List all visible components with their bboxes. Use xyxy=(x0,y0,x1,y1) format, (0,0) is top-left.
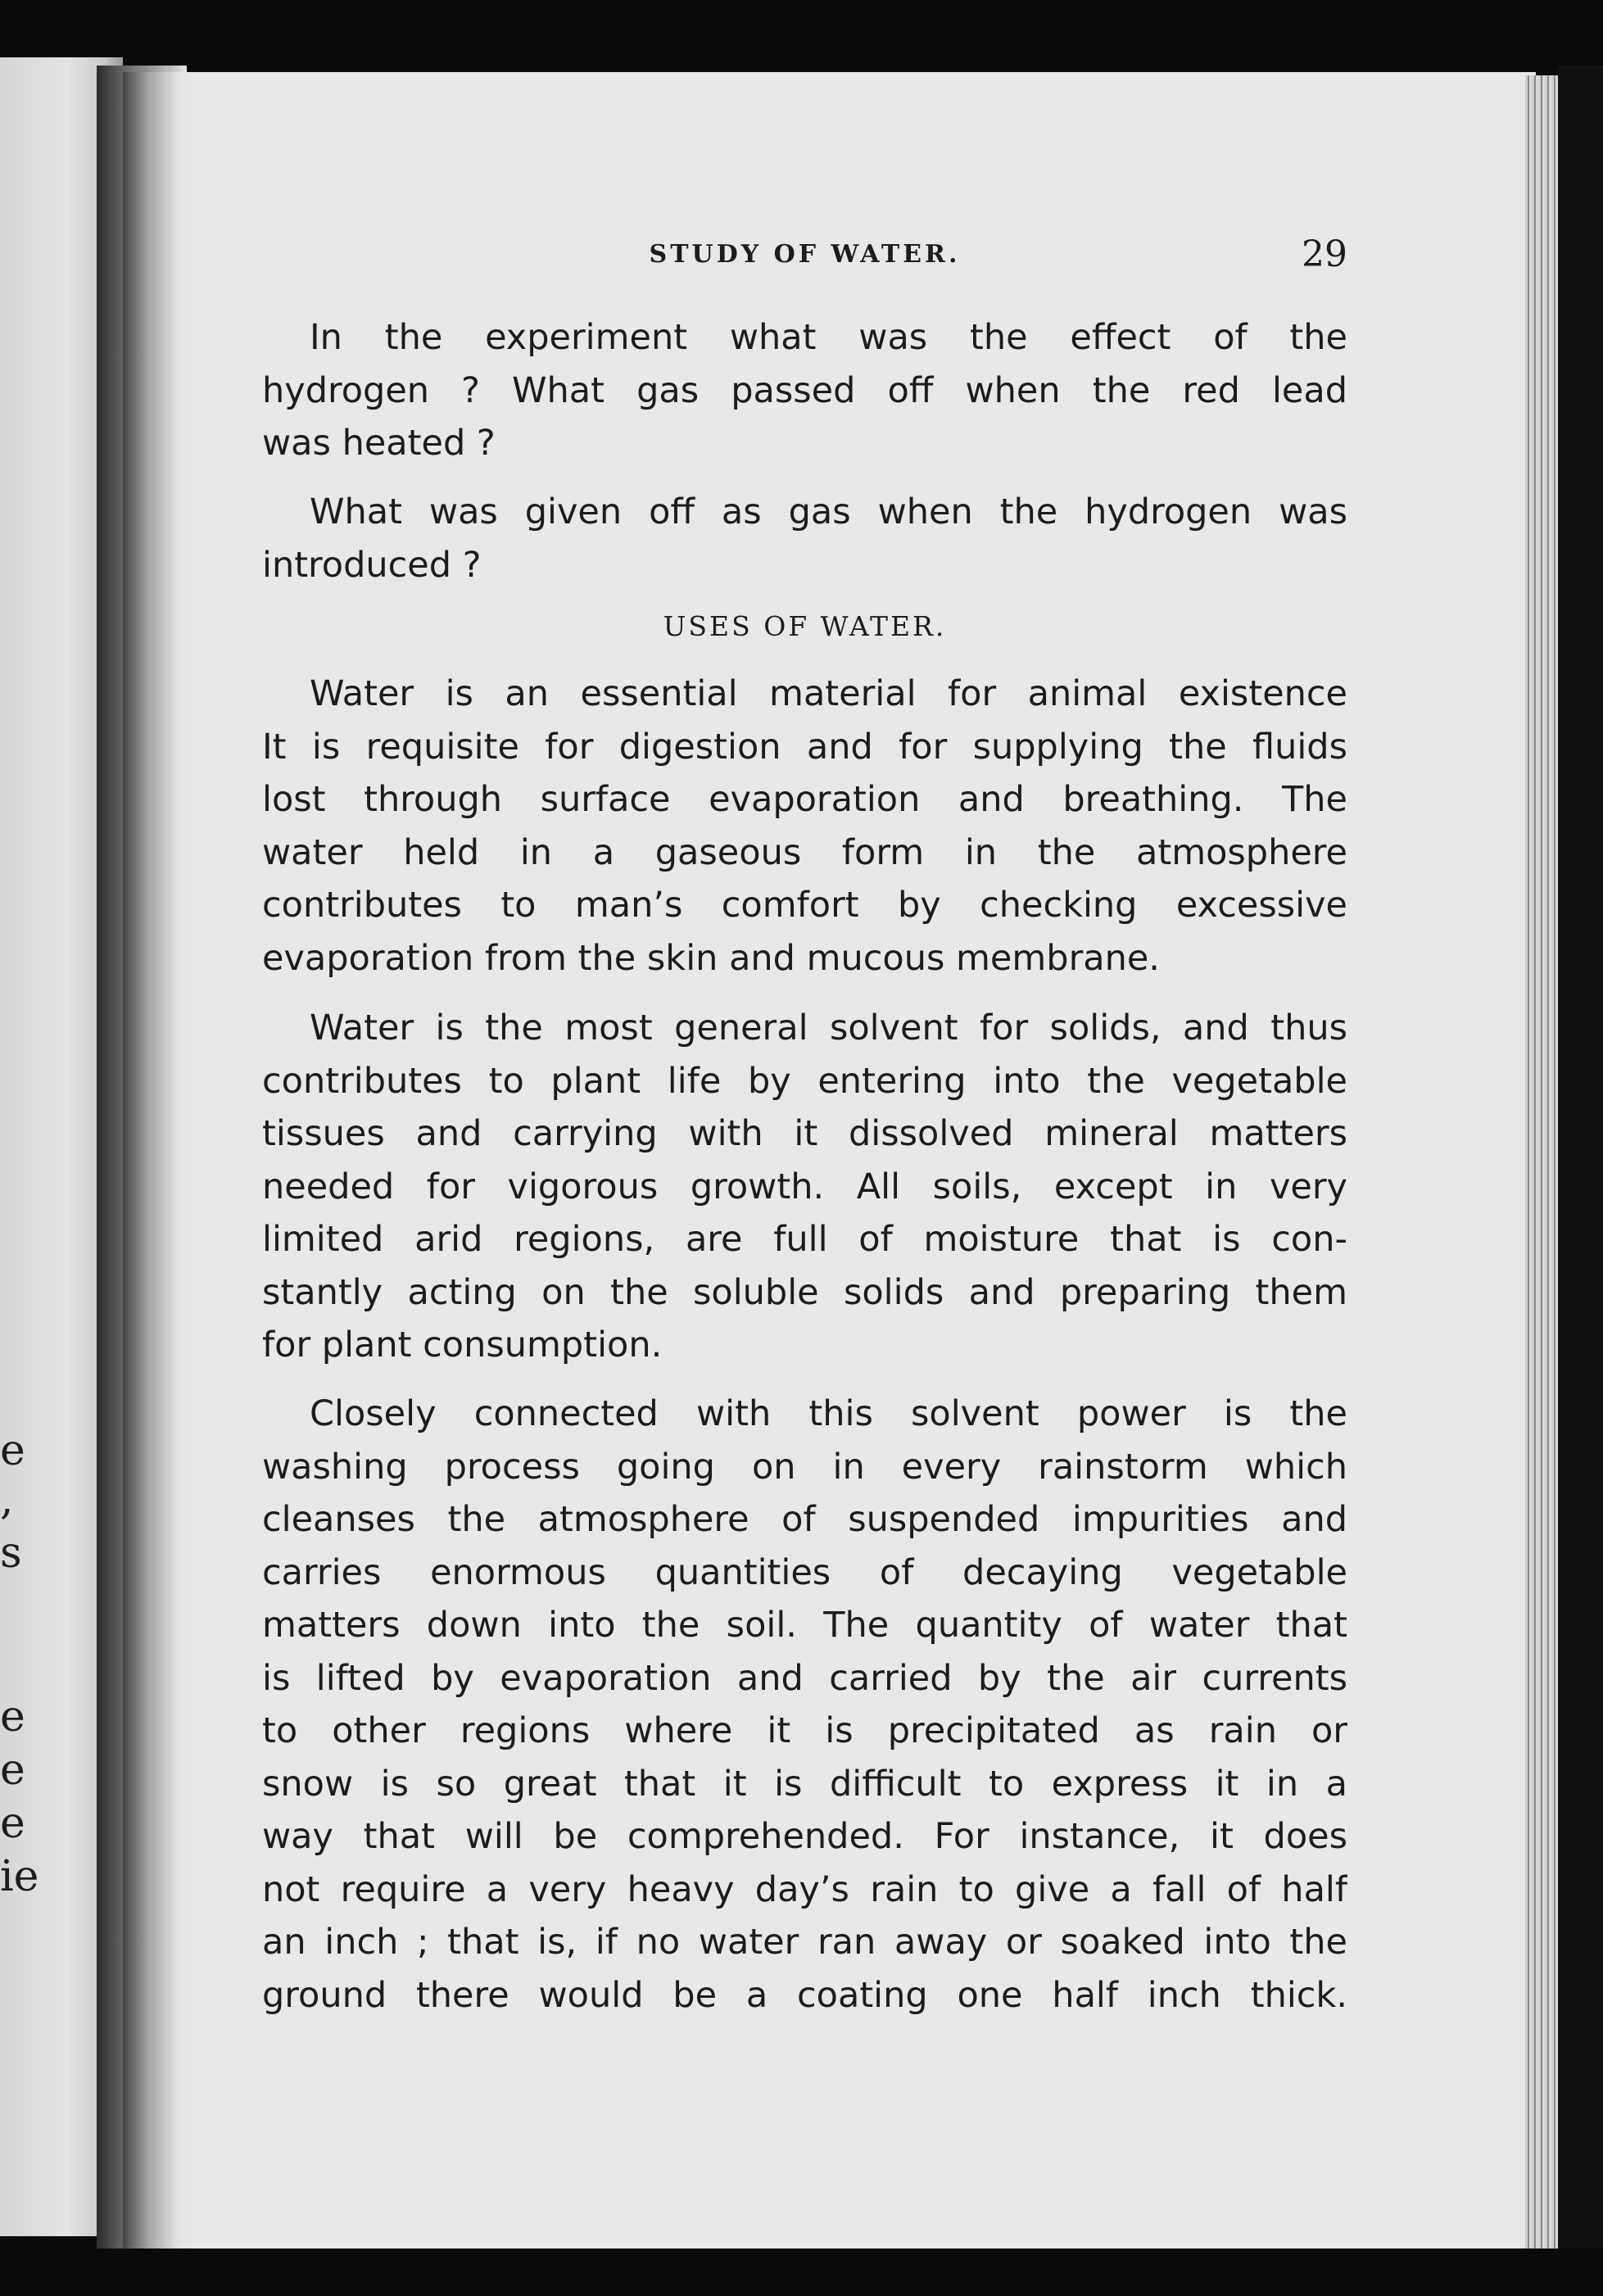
text-line: Water is the most general solvent for solids, and thus xyxy=(310,1008,1347,1048)
text-line: an inch ; that is, if no water ran away or soaked into the xyxy=(262,1922,1347,1963)
scan-border-bottom xyxy=(0,2248,1603,2296)
text-line: ground there would be a coating one half inch thick. xyxy=(262,1974,1347,2016)
text-line: tissues and carrying with it dissolved mineral matters xyxy=(262,1113,1347,1154)
text-line: lost through surface evaporation and breathing. The xyxy=(262,779,1347,820)
text-line: What was given off as gas when the hydrogen was xyxy=(310,491,1347,532)
running-head xyxy=(262,233,1347,283)
right-page-edges xyxy=(1525,75,1558,2254)
paragraph-question-2 xyxy=(262,486,1347,591)
text-line: washing process going on in every rainstorm which xyxy=(262,1446,1347,1488)
text-line: needed for vigorous growth. All soils, except in very xyxy=(262,1166,1347,1207)
text-line: is lifted by evaporation and carried by the air currents xyxy=(262,1657,1347,1699)
text-line: way that will be comprehended. For instance, it does xyxy=(262,1816,1347,1857)
scan-border-right xyxy=(1558,66,1603,2277)
text-line: snow is so great that it is difficult to express it in a xyxy=(262,1763,1347,1805)
paragraph-question-1 xyxy=(262,311,1347,470)
section-heading: USES OF WATER. xyxy=(663,610,947,642)
text-line: hydrogen ? What gas passed off when the red lead xyxy=(262,369,1347,411)
text-line: contributes to man’s comfort by checking excessive xyxy=(262,885,1347,926)
left-page-fragment: e xyxy=(0,1799,25,1848)
text-line: Closely connected with this solvent power is the xyxy=(310,1393,1347,1434)
text-line: stantly acting on the soluble solids and preparing them xyxy=(262,1271,1347,1313)
running-head-title: STUDY OF WATER. xyxy=(649,240,961,269)
text-line: Water is an essential material for animal existence xyxy=(310,673,1347,714)
page-number: 29 xyxy=(1302,233,1347,275)
text-line: not require a very heavy day’s rain to give a fall of half xyxy=(262,1868,1347,1910)
text-line: water held in a gaseous form in the atmosphere xyxy=(262,831,1347,873)
text-line: to other regions where it is precipitated as rain or xyxy=(262,1710,1347,1751)
text-line: carries enormous quantities of decaying vegetable xyxy=(262,1551,1347,1593)
paragraph-uses-3 xyxy=(262,1388,1347,2022)
text-line: evaporation from the skin and mucous membrane. xyxy=(262,937,1160,979)
text-line: contributes to plant life by entering into the vegetable xyxy=(262,1060,1347,1102)
paragraph-uses-1 xyxy=(262,668,1347,985)
text-line: In the experiment what was the effect of the xyxy=(310,317,1347,358)
text-line: for plant consumption. xyxy=(262,1325,663,1365)
left-page-fragment: ie xyxy=(0,1852,39,1901)
text-line: limited arid regions, are full of moisture that is con- xyxy=(262,1219,1347,1260)
left-page-fragment: e xyxy=(0,1746,25,1795)
text-line: cleanses the atmosphere of suspended impurities and xyxy=(262,1499,1347,1540)
left-page-fragment: e xyxy=(0,1426,25,1475)
left-page-fragment: e xyxy=(0,1692,25,1741)
text-line: was heated ? xyxy=(262,423,496,464)
left-page-fragment: , xyxy=(0,1475,14,1524)
paragraph-uses-2 xyxy=(262,1002,1347,1372)
page-gutter-shadow xyxy=(123,72,197,2251)
scan-border-top xyxy=(0,0,1603,69)
text-line: introduced ? xyxy=(262,544,482,586)
text-line: matters down into the soil. The quantity of water that xyxy=(262,1605,1347,1646)
left-page-fragment: s xyxy=(0,1528,22,1578)
text-line: It is requisite for digestion and for supplying the fluids xyxy=(262,726,1347,768)
